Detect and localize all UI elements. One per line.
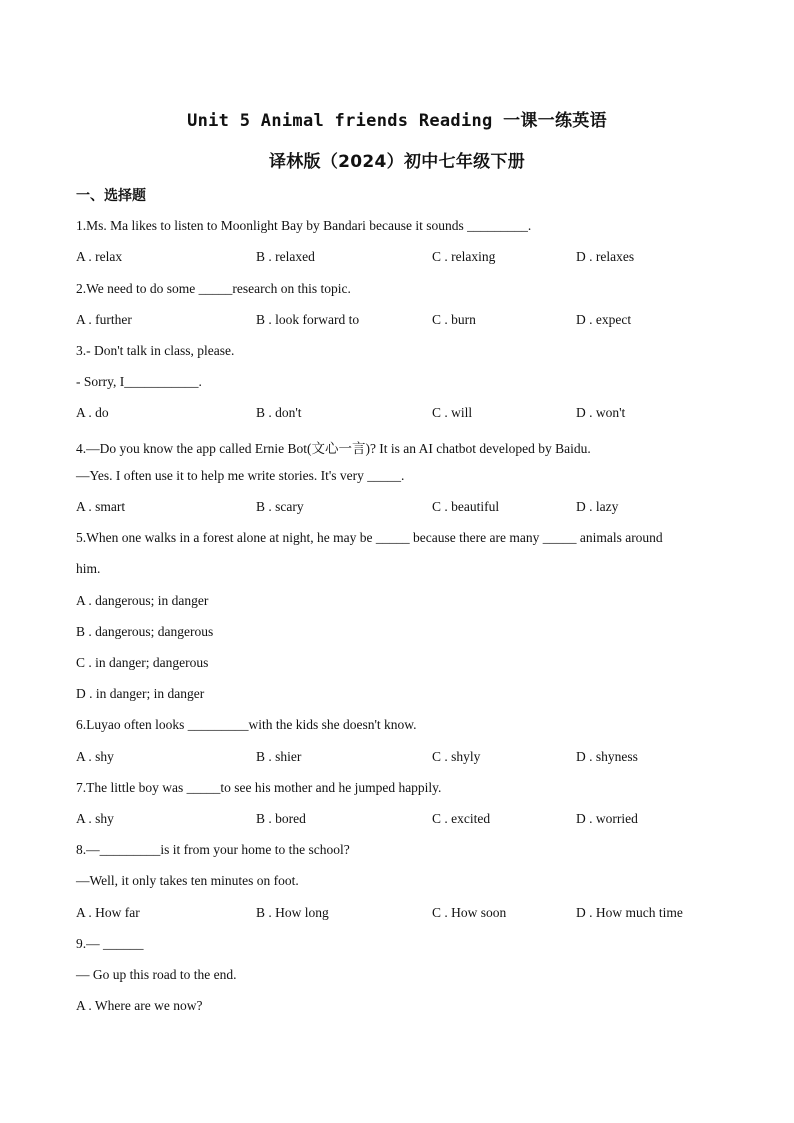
question-9-stem-line1: 9.— ______ (76, 936, 144, 951)
question-8-option-b: B . How long (256, 905, 329, 920)
question-7-option-d: D . worried (576, 811, 638, 826)
question-3-option-c: C . will (432, 405, 473, 420)
question-4-stem-line1: 4.—Do you know the app called Ernie Bot(文心一言)? It is an AI chatbot developed by Baidu. (76, 441, 591, 456)
question-9-option-a: A . Where are we now? (76, 998, 203, 1013)
question-8-option-c: C . How soon (432, 905, 507, 920)
question-1-option-d: D . relaxes (576, 249, 635, 264)
document-subtitle: 译林版（2024）初中七年级下册 (268, 152, 526, 172)
question-6-stem: 6.Luyao often looks _________with the kids she doesn't know. (76, 717, 417, 732)
question-1-option-a: A . relax (76, 249, 123, 264)
question-4-option-d: D . lazy (576, 499, 619, 514)
question-7-option-a: A . shy (76, 811, 114, 826)
question-4-option-c: C . beautiful (432, 499, 500, 514)
question-4-option-b: B . scary (256, 499, 304, 514)
question-6-option-c: C . shyly (432, 749, 481, 764)
question-1-option-c: C . relaxing (432, 249, 496, 264)
question-8-option-d: D . How much time (576, 905, 683, 920)
question-2-option-a: A . further (76, 312, 132, 327)
question-2-option-d: D . expect (576, 312, 632, 327)
question-4-stem-line2: —Yes. I often use it to help me write stories. It's very _____. (76, 468, 405, 483)
document-title: Unit 5 Animal friends Reading 一课一练英语 (187, 111, 607, 131)
question-3-stem-line1: 3.- Don't talk in class, please. (76, 343, 235, 358)
question-8-stem-line1: 8.—_________is it from your home to the school? (76, 842, 350, 857)
question-3-option-d: D . won't (576, 405, 626, 420)
question-7-option-b: B . bored (256, 811, 306, 826)
question-3-option-b: B . don't (256, 405, 302, 420)
question-2-stem: 2.We need to do some _____research on this topic. (76, 281, 351, 296)
question-8-stem-line2: —Well, it only takes ten minutes on foot. (76, 873, 299, 888)
question-8-option-a: A . How far (76, 905, 140, 920)
question-5-option-a: A . dangerous; in danger (76, 593, 209, 608)
question-7-option-c: C . excited (432, 811, 491, 826)
question-9-stem-line2: — Go up this road to the end. (76, 967, 237, 982)
question-2-option-b: B . look forward to (256, 312, 360, 327)
question-6-option-b: B . shier (256, 749, 302, 764)
question-6-option-a: A . shy (76, 749, 114, 764)
question-7-stem: 7.The little boy was _____to see his mother and he jumped happily. (76, 780, 442, 795)
question-6-option-d: D . shyness (576, 749, 638, 764)
question-5-option-d: D . in danger; in danger (76, 686, 205, 701)
question-3-option-a: A . do (76, 405, 109, 420)
question-1-option-b: B . relaxed (256, 249, 315, 264)
question-5-option-b: B . dangerous; dangerous (76, 624, 214, 639)
section-heading: 一、选择题 (76, 188, 146, 204)
question-3-stem-line2: - Sorry, I___________. (76, 374, 202, 389)
question-5-option-c: C . in danger; dangerous (76, 655, 209, 670)
question-1-stem: 1.Ms. Ma likes to listen to Moonlight Bay by Bandari because it sounds _________. (76, 218, 532, 233)
question-5-stem-line2: him. (76, 561, 101, 576)
question-5-stem-line1: 5.When one walks in a forest alone at night, he may be _____ because there are many _____ animals around (76, 530, 663, 545)
question-2-option-c: C . burn (432, 312, 476, 327)
question-4-option-a: A . smart (76, 499, 126, 514)
